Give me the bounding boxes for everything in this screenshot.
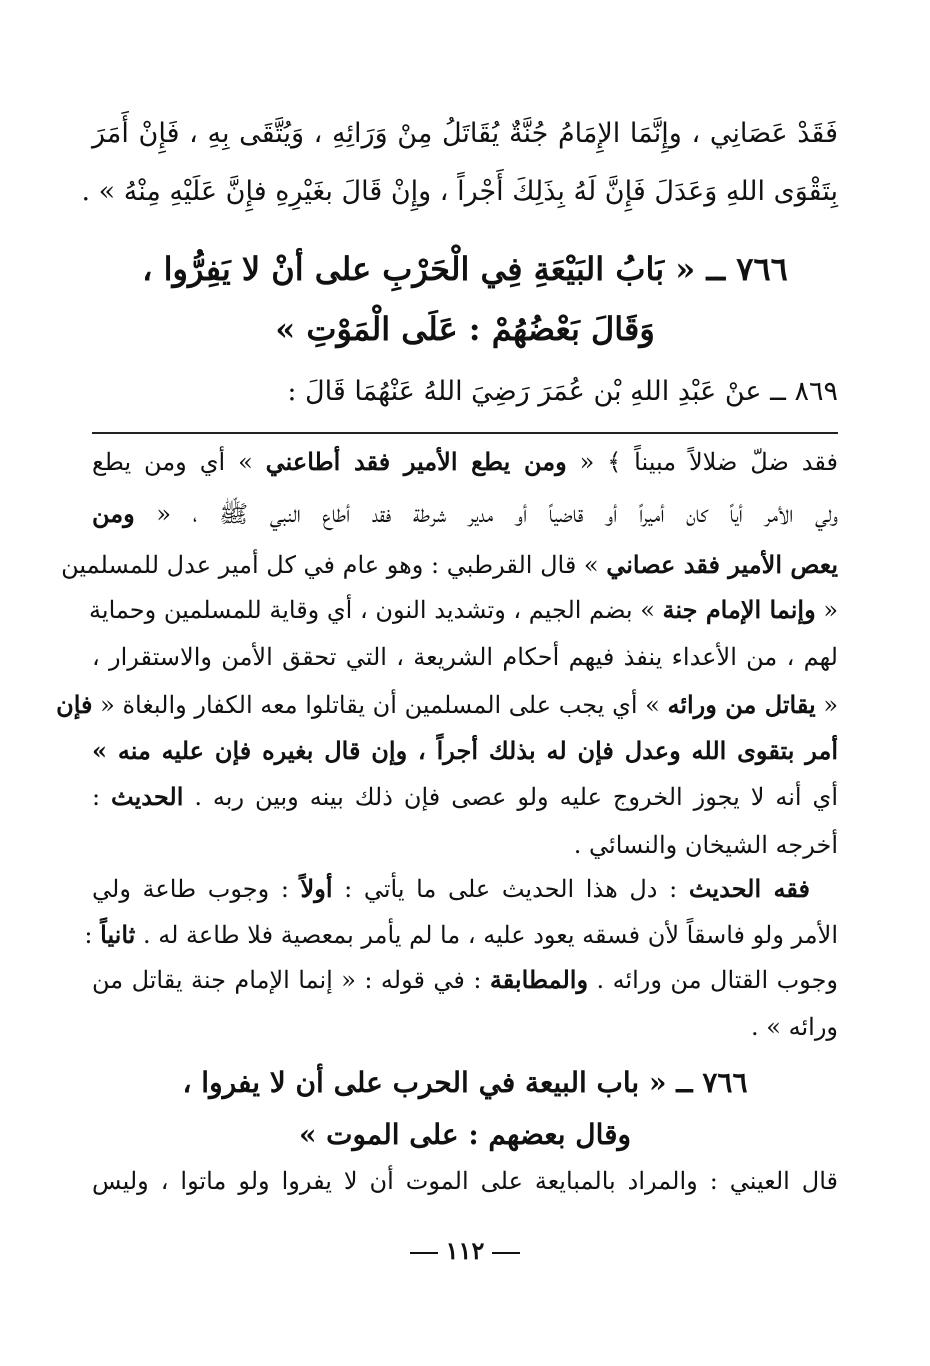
chapter-title-line-1: ٧٦٦ ــ « بَابُ البَيْعَةِ فِي الْحَرْبِ على أنْ لا يَفِرُّوا ، <box>142 250 788 288</box>
sharh-line-1: فقد ضلّ ضلالاً مبيناً ﴾ « ومن يطع الأمير فقد أطاعني » أي ومن يطع <box>92 447 838 476</box>
sharh-line-10: فقه الحديث : دل هذا الحديث على ما يأتي : أولاً : وجوب طاعة ولي <box>92 874 810 903</box>
sharh-line-9: أخرجه الشيخان والنسائي . <box>573 831 838 859</box>
sharh-line-12: وجوب القتال من ورائه . والمطابقة : في قوله : « إنما الإمام جنة يقاتل من <box>92 965 838 994</box>
sharh-line-6: « يقاتل من ورائه » أي يجب على المسلمين أن يقاتلوا معه الكفار والبغاة « فإن <box>56 690 838 719</box>
sharh-line-11: الأمر ولو فاسقاً لأن فسقه يعود عليه ، ما لم يأمر بمعصية فلا طاعة له . ثانياً : <box>84 920 838 949</box>
hadith-intro: ٨٦٩ ــ عنْ عَبْدِ اللهِ بْن عُمَرَ رَضِيَ اللهُ عَنْهُمَا قَالَ : <box>287 376 838 407</box>
sharh-line-3: يعص الأمير فقد عصاني » قال القرطبي : وهو عام في كل أمير عدل للمسلمين <box>61 550 838 579</box>
chapter-title-line-2: وَقَالَ بَعْضُهُمْ : عَلَى الْمَوْتِ » <box>275 310 655 348</box>
sharh-line-5: لهم ، من الأعداء ينفذ فيهم أحكام الشريعة ، التي تحقق الأمن والاستقرار ، <box>92 643 838 671</box>
sharh-line-2: ولي الأمر أياً كان أميراً أو قاضياً أو مدير شرطة فقد أطاع النبي ﷺ ، « ومن <box>92 499 838 528</box>
sharh-last-line: قال العيني : والمراد بالمبايعة على الموت أن لا يفروا ولو ماتوا ، وليس <box>92 1167 838 1195</box>
matn-line-2: بِتَقْوَى اللهِ وَعَدَلَ فَإِنَّ لَهُ بِذَلِكَ أَجْراً ، وإِنْ قَالَ بغَيْرِهِ فإِنَّ عَلَيْهِ مِنْهُ » . <box>81 176 838 207</box>
sharh-title-line-1: ٧٦٦ ــ « باب البيعة في الحرب على أن لا يفروا ، <box>182 1066 748 1099</box>
matn-line-1: فَقَدْ عَصَانِي ، وإِنَّمَا الإِمَامُ جُنَّةٌ يُقَاتَلُ مِنْ وَرَائِهِ ، وَيُتَّقَى بِهِ ، فَإِنْ أَمَرَ <box>92 118 838 149</box>
sharh-line-7: أمر بتقوى الله وعدل فإن له بذلك أجراً ، وإن قال بغيره فإن عليه منه » <box>92 736 838 765</box>
sharh-line-4: « وإنما الإمام جنة » بضم الجيم ، وتشديد النون ، أي وقاية للمسلمين وحماية <box>89 595 838 624</box>
page-number-dash-right <box>492 1252 520 1254</box>
sharh-line-13: ورائه » . <box>751 1013 838 1041</box>
page-number-dash-left <box>410 1252 438 1254</box>
page-number: ١١٢ <box>0 1236 930 1265</box>
section-divider <box>92 432 838 434</box>
sharh-line-8: أي أنه لا يجوز الخروج عليه ولو عصى فإن ذلك بينه وبين ربه . الحديث : <box>92 782 838 811</box>
sharh-title-line-2: وقال بعضهم : على الموت » <box>298 1118 632 1151</box>
